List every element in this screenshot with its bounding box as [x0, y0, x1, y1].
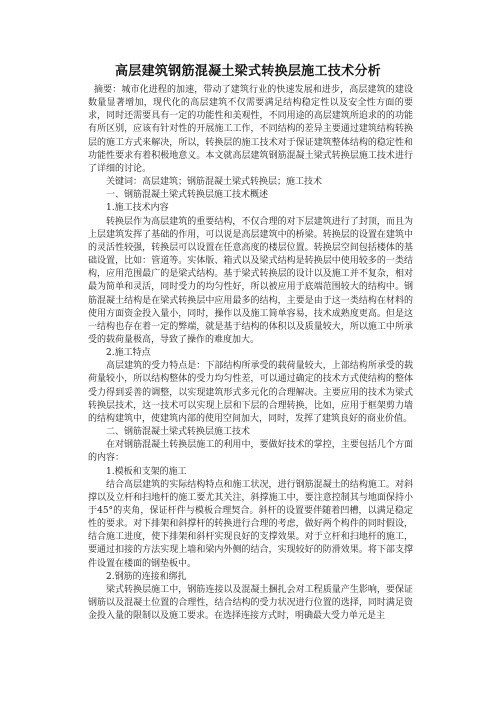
document-body: [88, 84, 413, 623]
keywords-line: 关键词：高层建筑；钢筋混凝土梁式转换层；施工技术: [106, 177, 323, 188]
subsection-heading: 2.钢筋的连接和绑扎: [106, 571, 187, 582]
subsection-heading: 1.施工技术内容: [106, 203, 169, 214]
body-paragraph: 梁式转换层施工中，钢筋连接以及混凝土捆扎会对工程质量产生影响，要保证钢筋以及混凝土位置的合理性，结合结构的受力状况进行位置的选择，同时满足资金投入量的限制以及施工要求。在选择连接方式时，明确最大受力单元是主: [88, 584, 413, 622]
section-heading: 二、钢筋混凝土梁式转换层施工技术: [106, 427, 251, 438]
page-title: 高层建筑钢筋混凝土梁式转换层施工技术分析: [114, 64, 381, 79]
body-paragraph: 转换层作为高层建筑的重要结构，不仅合理的对下层建筑进行了封顶，而且为上层建筑发挥了基础的作用，可以说是高层建筑中的桥梁。转换层的设置在建筑中的灵活性较强，转换层可以设置在任意高度的楼层位置。转换层空间包括楼体的基础设置，比如：管道等。实体版、箱式以及梁式结构是转换层中使用较多的一类结构，应用范围最广的是梁式结构。基于梁式转换层的设计以及施工并不复杂，相对最为简单和灵活，同时受力的均匀性好，所以被应用于底端范围较大的结构中。钢筋混凝土结构是在梁式转换层中应用最多的结构，主要是由于这一类结构在材料的使用方面资金投入量小，同时，操作以及施工简单容易，技术成熟度更高。但是这一结构也存在着一定的弊端，就是基于结构的体积以及质量较大，所以施工中所承受的载荷量极高，导致了操作的难度加大。: [88, 216, 413, 345]
abstract-paragraph: 摘要：城市化进程的加速，带动了建筑行业的快速发展和进步，高层建筑的建设数量显著增加，现代化的高层建筑不仅需要满足结构稳定性以及安全性方面的要求，同时还需要具有一定的功能性和美观性，不同用途的高层建筑所追求的的功能有所区别，应该有针对性的开展施工工作，不同结构的差异主要通过建筑结构转换层的施工方式来解决，所以，转换层的施工技术对于保证建筑整体结构的稳定性和功能性要求有着积极地意义。本文就高层建筑钢筋混凝土梁式转换层施工技术进行了详细的讨论。: [88, 85, 413, 174]
section-heading: 一、钢筋混凝土梁式转换层施工技术概述: [106, 190, 269, 201]
body-paragraph: 在对钢筋混凝土转换层施工的利用中，要做好技术的掌控，主要包括几个方面的内容：: [88, 440, 413, 464]
subsection-heading: 1.模板和支架的施工: [106, 466, 187, 477]
body-paragraph: 高层建筑的受力特点是：下部结构所承受的载荷量较大，上部结构所承受的载荷量较小，所以结构整体的受力均匀性差，可以通过确定的技术方式使结构的整体受力得到妥善的调整，以实现建筑形式多元化的合理解决。主要应用的技术为梁式转换层技术，这一技术可以实现上层和下层的合理转换，比如，应用于框架剪力墙的结构建筑中，使建筑内部的使用空间加大，同时，发挥了建筑良好的商业价值。: [88, 361, 413, 424]
subsection-heading: 2.施工特点: [106, 348, 151, 359]
body-paragraph: 结合高层建筑的实际结构特点和施工状况，进行钢筋混凝土的结构施工。对斜撑以及立杆和扫地杆的施工要尤其关注，斜撑施工中，要注意控制其与地面保持小于45°的夹角，保证杆件与模板合理契合。斜杆的设置要伴随着凹槽，以满足稳定性的要求。对下排架和斜撑杆的转换进行合理的考虑，做好两个构件的同时假设，结合施工进度，使下排架和斜杆实现良好的支撑效果。对于立杆和扫地杆的施工，要通过扣接的方法实现上墙和梁内外侧的结合，实现较好的防滑效果。将下部支撑件设置在楼面的钢垫板中。: [88, 479, 413, 569]
